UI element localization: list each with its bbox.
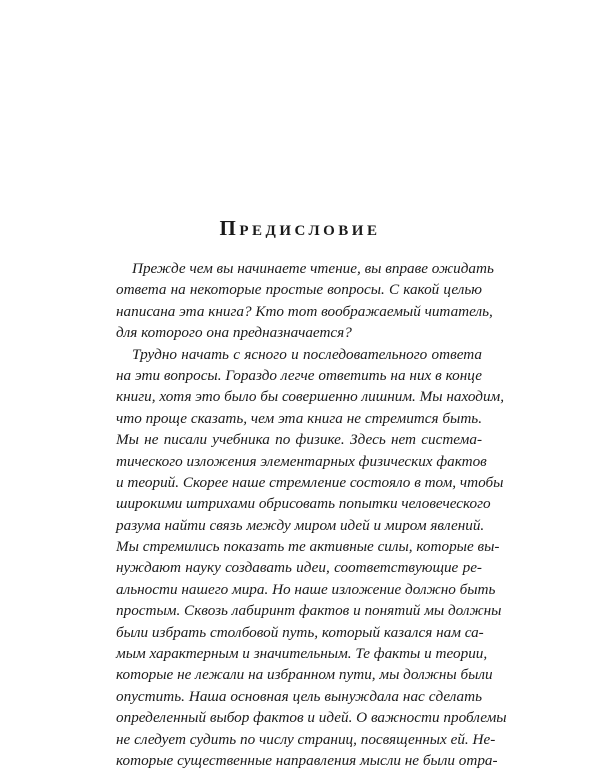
text-line: альности нашего мира. Но наше изложение должно быть [116,580,496,598]
text-line: разума найти связь между миром идей и миром явлений. [116,516,485,534]
text-line: определенный выбор фактов и идей. О важности проблемы [116,709,507,727]
text-line: простым. Сквозь лабиринт фактов и понятий мы должны [116,602,502,620]
text-line: Мы не писали учебника по физике. Здесь нет система- [116,431,482,449]
text-line: Трудно начать с ясного и последовательного ответа [132,345,482,363]
text-line: на эти вопросы. Гораздо легче ответить на них в конце [116,366,482,384]
text-line: мым характерным и значительным. Те факты и теории, [116,645,488,663]
text-line: Прежде чем вы начинаете чтение, вы вправе ожидать [132,260,494,277]
text-line: что проще сказать, чем эта книга не стремится быть. [116,409,482,427]
page-title: Предисловие [219,216,381,240]
text-line: не следует судить по числу страниц, посвященных ей. Не- [116,730,496,748]
preface-text [116,258,507,771]
text-line: тического изложения элементарных физических фактов [116,452,487,470]
text-line: были избрать столбовой путь, который казался нам са- [116,623,484,641]
text-line: которые существенные направления мысли не были отра- [116,751,498,769]
text-line: ответа на некоторые простые вопросы. С какой целью [116,281,482,299]
text-line: Мы стремились показать те активные силы, которые вы- [116,538,500,556]
text-line: нуждают науку создавать идеи, соответствующие ре- [116,559,482,577]
text-line: и теорий. Скорее наше стремление состояло в том, чтобы [116,473,504,491]
text-line: опустить. Наша основная цель вынуждала нас сделать [116,687,482,705]
text-line: для которого она предназначается? [116,324,352,342]
text-line: книги, хотя это было бы совершенно лишним. Мы находим, [116,388,505,406]
text-line: широкими штрихами обрисовать попытки человеческого [116,495,491,513]
text-line: написана эта книга? Кто тот воображаемый читатель, [116,302,493,320]
text-line: которые не лежали на избранном пути, мы должны были [116,666,493,684]
